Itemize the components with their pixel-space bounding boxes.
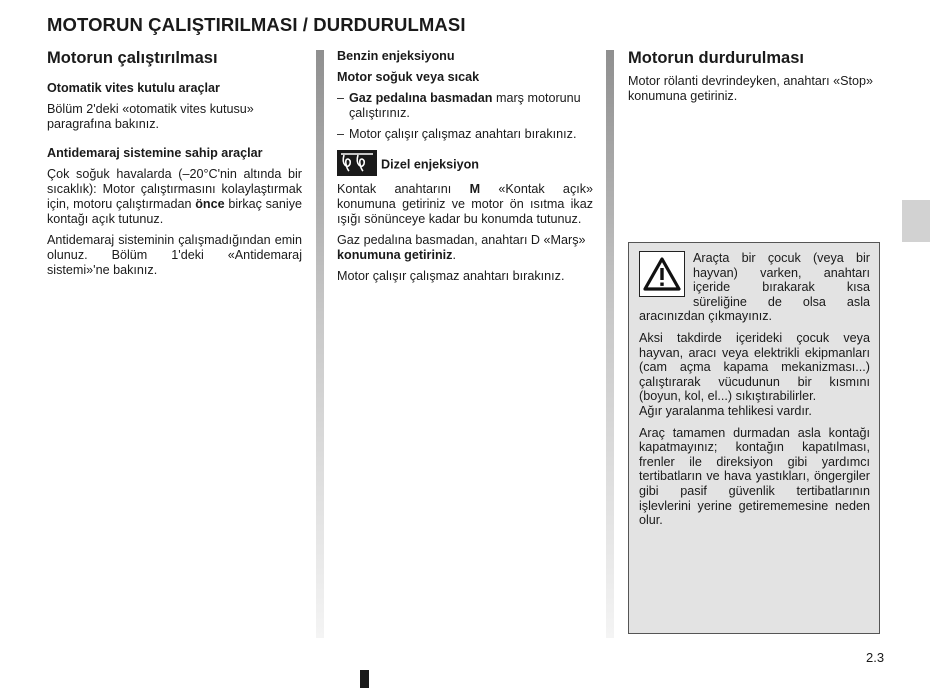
page-title: MOTORUN ÇALIŞTIRILMASI / DURDURULMASI [47, 14, 466, 35]
dash: – [337, 91, 345, 105]
diesel-text [337, 182, 593, 227]
glow-plug-icon [337, 150, 377, 176]
step-1-text [349, 91, 593, 121]
warning-p3: Araç tamamen durmadan asla kontağı kapatmayınız; kontağın kapatılması, frenler ile direksiyon gibi yardımcı tertibatların ve hava yastıkları, öngergiler gibi pasif güvenlik tertibatlarının işlevlerini yerine getirememesine neden olur. [639, 425, 870, 528]
footer-mark [360, 670, 369, 688]
dash: – [337, 127, 345, 141]
step-2-text: Motor çalışır çalışmaz anahtarı bırakınız. [349, 127, 577, 141]
gas-text [337, 233, 593, 263]
step-1 [337, 91, 593, 121]
antistart-heading: Antidemaraj sistemine sahip araçlar [47, 146, 263, 160]
step-1-rest: marş motorunu çalıştırınız. [349, 91, 581, 120]
antistart-text-a: Çok soğuk havalarda (–20°C'nin altında bir sıcaklık): Motor çalıştırmasını kolaylaştırmak için, motoru çalıştırmadan [47, 167, 302, 211]
cold-hot-heading: Motor soğuk veya sıcak [337, 70, 480, 84]
diesel-text-a: Kontak anahtarını [337, 182, 452, 196]
petrol-injection-heading: Benzin enjeksiyonu [337, 49, 455, 63]
warning-box [628, 242, 880, 634]
auto-gearbox-text: Bölüm 2'deki «otomatik vites kutusu» paragrafına bakınız. [47, 102, 254, 131]
diesel-heading: Dizel enjeksiyon [381, 157, 479, 172]
diesel-text-b: «Kontak açık» konumuna getiriniz ve motor ön ısıtma ikaz ışığı sönünceye kadar bu konumda tutunuz. [337, 182, 594, 226]
section-heading-start: Motorun çalıştırılması [47, 49, 218, 67]
warning-p2b: Ağır yaralanma tehlikesi vardır. [639, 403, 812, 418]
warning-p2a: Aksi takdirde içerideki çocuk veya hayvan, aracı veya elektrikli ekipmanları (cam açma kapama mekanizması...) çalıştırarak vücudunun bir kısmını (boyun, kol, el...) sıkıştırabilirler. [639, 330, 870, 404]
antistart-check-text: Antidemaraj sisteminin çalışmadığından emin olunuz. Bölüm 1'deki «Antidemaraj sistemi»'ne bakınız. [47, 233, 302, 277]
diesel-heading-row [337, 152, 593, 178]
diesel-text-m: M [469, 182, 481, 196]
antistart-text-bold: önce [195, 197, 225, 211]
antistart-text-b: birkaç saniye kontağı açık tutunuz. [47, 197, 303, 226]
column-divider-right [606, 50, 614, 638]
column-divider-left [316, 50, 324, 638]
warning-p1: Araçta bir çocuk (veya bir hayvan) varken, anahtarı içeride bırakarak kısa süreliğine de olsa asla aracınızdan çıkmayınız. [639, 251, 870, 324]
left-column [47, 48, 302, 278]
gas-text-bold: konumuna getiriniz [337, 248, 453, 262]
gas-text-end: . [452, 248, 456, 262]
side-tab [902, 200, 930, 242]
gas-text-a: Gaz pedalına basmadan, anahtarı D «Marş» [337, 233, 586, 247]
step-2 [337, 127, 593, 142]
stop-text: Motor rölanti devrindeyken, anahtarı «Stop» konumuna getiriniz. [628, 74, 874, 103]
release-text: Motor çalışır çalışmaz anahtarı bırakınız. [337, 269, 565, 283]
page-number: 2.3 [866, 650, 885, 665]
middle-column [337, 49, 593, 284]
antistart-text [47, 167, 302, 227]
auto-gearbox-heading: Otomatik vites kutulu araçlar [47, 81, 220, 95]
section-heading-stop: Motorun durdurulması [628, 49, 804, 67]
right-column [628, 48, 884, 104]
warning-triangle-icon [639, 251, 685, 297]
step-1-bold: Gaz pedalına basmadan [349, 91, 493, 105]
